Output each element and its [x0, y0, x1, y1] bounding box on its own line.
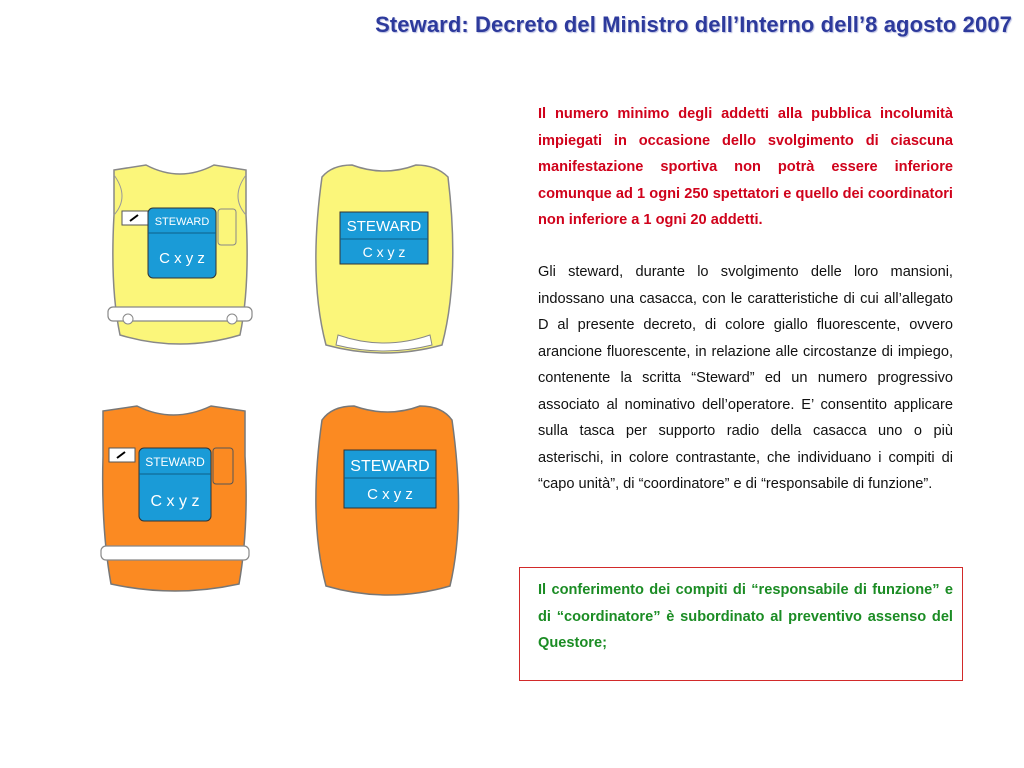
orange-back-vest [302, 398, 472, 603]
slide-title: Steward: Decreto del Ministro dell’Interno dell’8 agosto 2007 [375, 12, 1012, 37]
steward-id: C x y z [159, 250, 205, 267]
steward-id: C x y z [362, 244, 406, 260]
steward-label: STEWARD [346, 218, 422, 235]
steward-label: STEWARD [154, 216, 210, 228]
assignment-note-paragraph: Il conferimento dei compiti di “responsabile di funzione” e di “coordinatore” è subordinato al preventivo assenso del Questore; [538, 582, 953, 651]
steward-label: STEWARD [145, 455, 205, 469]
minimum-staff-paragraph: Il numero minimo degli addetti alla pubblica incolumità impiegati in occasione dello svolgimento di ciascuna manifestazione sportiva non potrà essere inferiore comunque ad 1 ogni 250 spettatori e quello dei coordinatori non inferiore a 1 ogni 20 addetti. [538, 106, 953, 228]
steward-label: STEWARD [350, 458, 430, 475]
vest-description-paragraph: Gli steward, durante lo svolgimento delle loro mansioni, indossano una casacca, con le caratteristiche di cui all’allegato D al presente decreto, di colore giallo fluorescente, ovvero arancione fluorescente, in relazione alle circostanze di impiego, contenente la scritta “Steward” ed un numero progressivo associato al nominativo dell’operatore. E’ consentito applicare sulla tasca per supporto radio della casacca uno o più asterischi, in colore contrastante, che individuano i compiti di “capo unità”, di “coordinatore” e di “responsabile di funzione”. [538, 264, 953, 492]
steward-id: C x y z [367, 486, 413, 503]
yellow-back-vest [302, 157, 467, 357]
steward-id: C x y z [150, 493, 200, 510]
yellow-front-vest [100, 157, 260, 357]
orange-front-vest [93, 398, 258, 603]
